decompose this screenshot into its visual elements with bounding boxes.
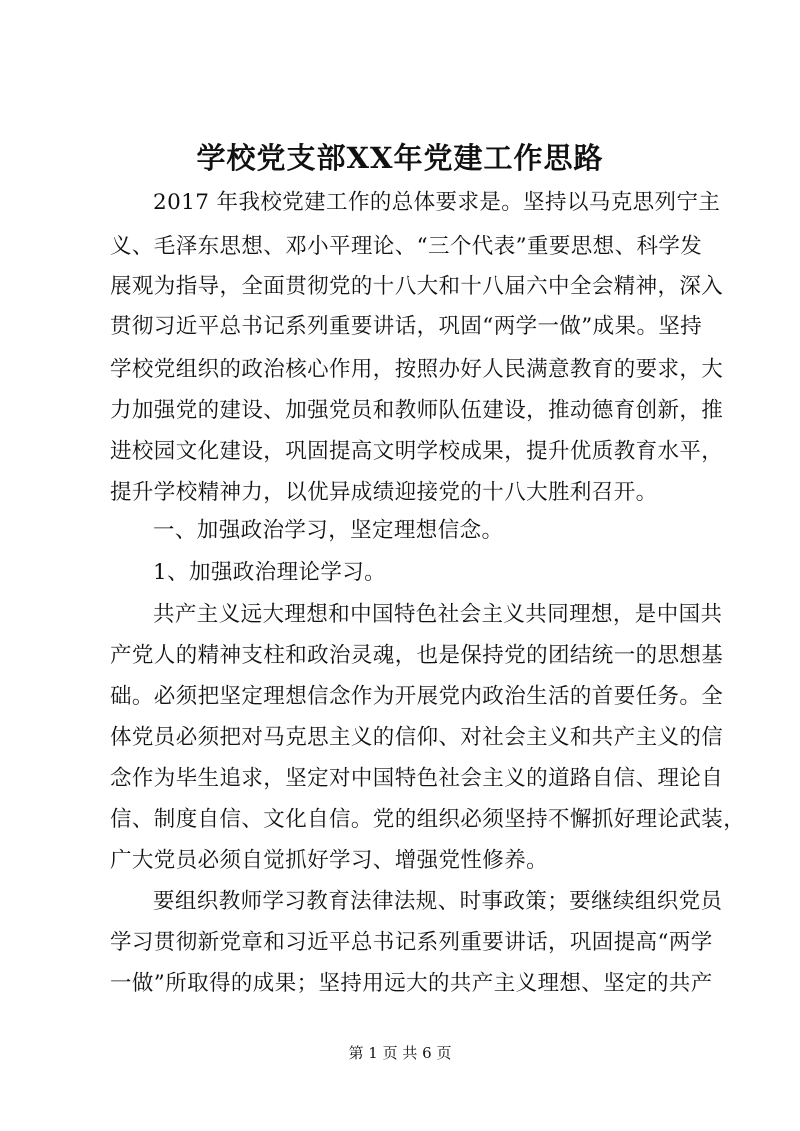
text-line: 2017 年我校党建工作的总体要求是。坚持以马克思列宁主 — [153, 190, 721, 215]
text-line: 力加强党的建设、加强党员和教师队伍建设，推动德育创新，推 — [110, 398, 724, 423]
text-line: 础。必须把坚定理想信念作为开展党内政治生活的首要任务。全 — [110, 684, 724, 709]
text-line: 学习贯彻新党章和习近平总书记系列重要讲话，巩固提高“两学 — [110, 930, 713, 955]
text-line: 念作为毕生追求，坚定对中国特色社会主义的道路自信、理论自 — [110, 766, 724, 791]
text-line: 进校园文化建设，巩固提高文明学校成果，提升优质教育水平， — [110, 439, 724, 464]
text-line: 提升学校精神力，以优异成绩迎接党的十八大胜利召开。 — [110, 480, 658, 505]
text-line: 共产主义远大理想和中国特色社会主义共同理想，是中国共 — [153, 602, 723, 627]
document-title: 学校党支部XX年党建工作思路 — [196, 141, 604, 175]
text-line: 学校党组织的政治核心作用，按照办好人民满意教育的要求，大 — [110, 357, 724, 382]
page-number-footer: 第 1 页 共 6 页 — [348, 1044, 452, 1062]
text-line: 体党员必须把对马克思主义的信仰、对社会主义和共产主义的信 — [110, 725, 724, 750]
text-line: 展观为指导，全面贯彻党的十八大和十八届六中全会精神，深入 — [110, 274, 724, 299]
section-heading: 一、加强政治学习，坚定理想信念。 — [153, 518, 504, 543]
subsection-heading: 1、加强政治理论学习。 — [153, 560, 387, 585]
text-line: 信、制度自信、文化自信。党的组织必须坚持不懈抓好理论武装， — [110, 807, 746, 832]
text-line: 广大党员必须自觉抓好学习、增强党性修养。 — [110, 848, 549, 873]
text-line: 产党人的精神支柱和政治灵魂，也是保持党的团结统一的思想基 — [110, 643, 724, 668]
text-line: 要组织教师学习教育法律法规、时事政策；要继续组织党员 — [153, 889, 723, 914]
text-line: 贯彻习近平总书记系列重要讲话，巩固“两学一做”成果。坚持 — [110, 314, 703, 339]
text-line: 一做”所取得的成果；坚持用远大的共产主义理想、坚定的共产 — [110, 971, 713, 996]
text-line: 义、毛泽东思想、邓小平理论、“三个代表”重要思想、科学发 — [110, 234, 703, 259]
